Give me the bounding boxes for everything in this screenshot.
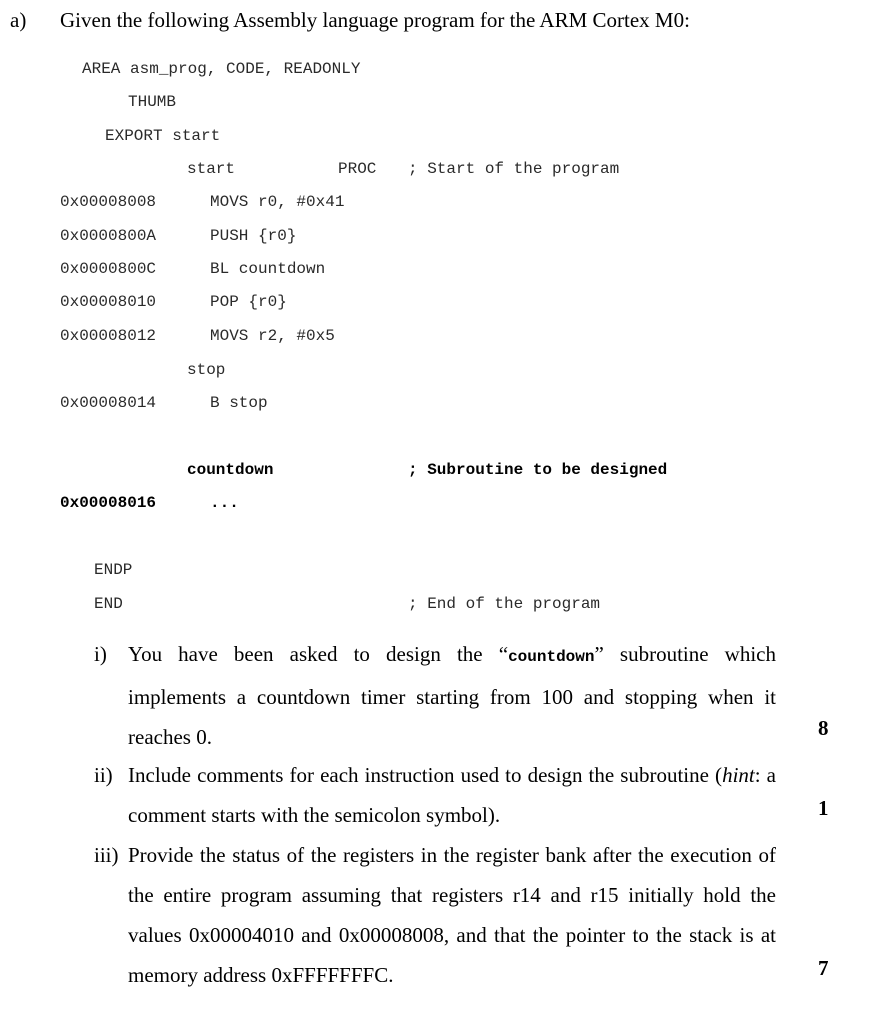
subquestion-text-part: You have been asked to design the “ xyxy=(128,642,509,666)
code-countdown-label: countdown xyxy=(187,461,274,479)
subquestion-text xyxy=(128,634,776,757)
subquestion-text: Provide the status of the registers in the register bank after the execution of the entire program assuming that registers r14 and r15 initially hold the values 0x00004010 and 0x00008008, and that the pointer to the stack is at memory address 0xFFFFFFFC. xyxy=(128,843,776,987)
code-endp-directive: ENDP xyxy=(94,561,133,579)
subquestion-text-part: Include comments for each instruction used to design the subroutine ( xyxy=(128,763,723,787)
code-instruction: ... xyxy=(210,494,239,512)
code-proc-directive: PROC xyxy=(338,160,377,178)
code-start-comment: ; Start of the program xyxy=(408,160,620,178)
code-instruction: POP {r0} xyxy=(210,293,287,311)
marks-value: 8 xyxy=(818,716,829,740)
subquestion-number: i) xyxy=(94,642,107,666)
code-countdown-comment: ; Subroutine to be designed xyxy=(408,461,668,479)
code-export-directive: EXPORT start xyxy=(105,127,221,145)
code-thumb-directive: THUMB xyxy=(128,93,177,111)
code-area-directive: AREA asm_prog, CODE, READONLY xyxy=(82,60,361,78)
subquestion-text-part: ” subroutine which implements a countdown timer starting from 100 and stopping when it reaches 0. xyxy=(128,642,776,749)
subquestion-number: iii) xyxy=(94,843,119,867)
code-instruction: MOVS r2, #0x5 xyxy=(210,327,335,345)
question-label: a) xyxy=(10,8,27,32)
code-start-label: start xyxy=(187,160,236,178)
subquestion-number: ii) xyxy=(94,763,113,787)
marks-value: 1 xyxy=(818,796,829,820)
marks-value: 7 xyxy=(818,956,829,980)
code-address: 0x00008014 xyxy=(60,394,157,412)
code-end-directive: END xyxy=(94,595,123,613)
code-address: 0x00008016 xyxy=(60,494,157,512)
subquestion-text-part: : a comment starts with the semicolon symbol). xyxy=(128,763,776,827)
code-address: 0x00008010 xyxy=(60,293,157,311)
code-stop-label: stop xyxy=(187,361,226,379)
code-address: 0x0000800C xyxy=(60,260,157,278)
code-instruction: B stop xyxy=(210,394,268,412)
code-address: 0x0000800A xyxy=(60,227,157,245)
code-instruction: MOVS r0, #0x41 xyxy=(210,193,345,211)
inline-code-word: countdown xyxy=(508,648,595,666)
code-instruction: BL countdown xyxy=(210,260,326,278)
code-instruction: PUSH {r0} xyxy=(210,227,297,245)
code-address: 0x00008012 xyxy=(60,327,157,345)
subquestion-text xyxy=(128,755,776,835)
question-intro: Given the following Assembly language program for the ARM Cortex M0: xyxy=(60,8,690,32)
hint-word: hint xyxy=(722,763,755,787)
code-address: 0x00008008 xyxy=(60,193,157,211)
code-end-comment: ; End of the program xyxy=(408,595,601,613)
